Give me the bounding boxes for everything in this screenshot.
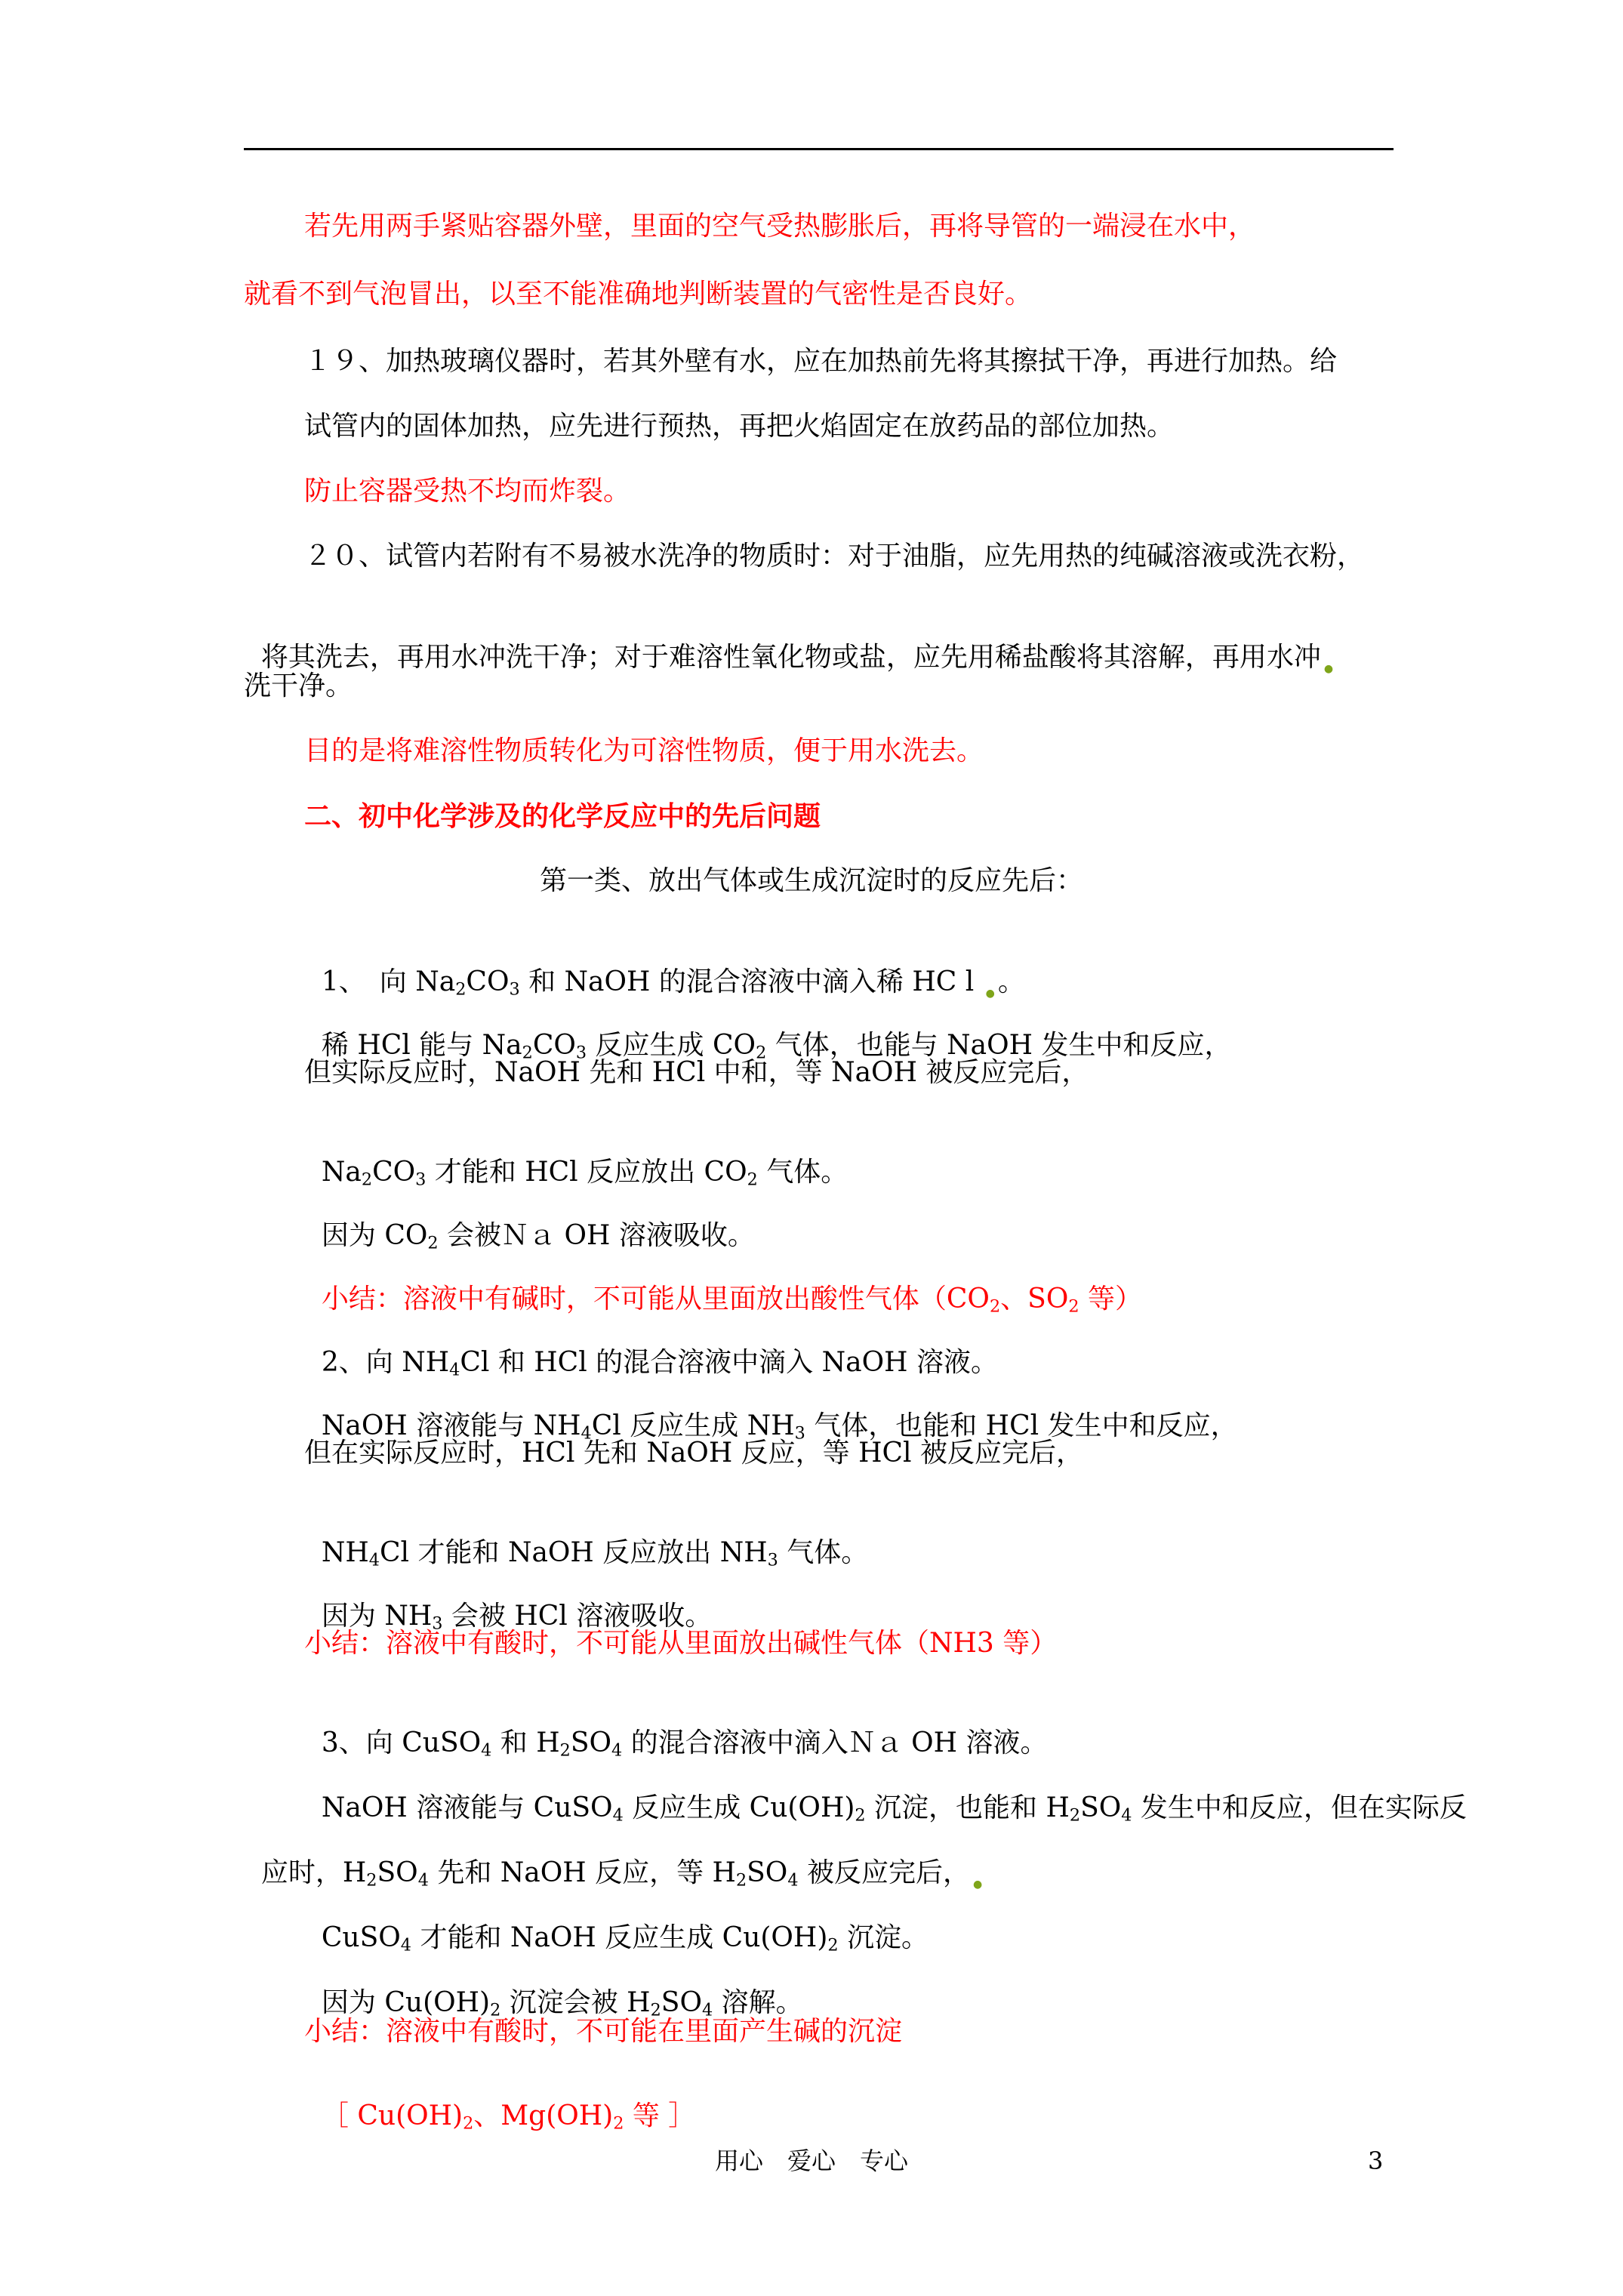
- text-run: 和 H: [491, 1727, 560, 1758]
- paragraph-line: [304, 1689, 1048, 1761]
- subscript: 2: [827, 1935, 839, 1955]
- text-run: 发生中和反应，但在实际反: [1132, 1792, 1467, 1823]
- paragraph-line: 但实际反应时，NaOH 先和 HCl 中和，等 NaOH 被反应完后，: [304, 1057, 1089, 1088]
- text-run: 和 NaOH 的混合溶液中滴入稀 HC l: [519, 966, 983, 997]
- text-run: 沉淀。: [838, 1922, 929, 1953]
- text-run: 因为 NH: [321, 1601, 433, 1632]
- text-run: 将其洗去，再用水冲洗干净；对于难溶性氧化物或盐，应先用稀盐酸将其溶解，再用水冲: [260, 642, 1321, 673]
- subscript: 2: [1069, 1805, 1081, 1826]
- subscript: 2: [490, 2000, 501, 2020]
- text-run: SO: [1080, 1792, 1122, 1823]
- subscript: 2: [455, 979, 467, 1000]
- paragraph-line: [304, 1499, 868, 1571]
- subscript: 2: [650, 2000, 661, 2020]
- subscript: 3: [794, 1423, 805, 1444]
- text-run: 应时，H: [260, 1857, 367, 1888]
- dot-mark-icon: ●: [1323, 663, 1334, 675]
- text-run: NaOH 溶液能与 CuSO: [321, 1792, 613, 1823]
- text-run: 被反应完后，: [798, 1857, 970, 1888]
- paragraph-line: 洗干净。: [244, 670, 353, 701]
- text-run: Cl 和 HCl 的混合溶液中滴入 NaOH 溶液。: [460, 1347, 998, 1378]
- text-run: 1、 向 Na: [321, 966, 456, 997]
- text-run: 2、向 NH: [321, 1347, 450, 1378]
- text-run: 反应生成 Cu(OH): [623, 1792, 855, 1823]
- subscript: 2: [613, 2113, 624, 2134]
- text-run: 稀 HCl 能与 Na: [321, 1030, 522, 1061]
- subsection-heading: 第一类、放出气体或生成沉淀时的反应先后：: [539, 865, 1083, 896]
- subscript: 3: [767, 1550, 778, 1570]
- text-run: CO: [466, 966, 510, 997]
- paragraph-line: 防止容器受热不均而炸裂。: [304, 476, 631, 507]
- summary-line: [304, 1245, 1142, 1318]
- subscript: 2: [855, 1805, 866, 1826]
- subscript: 3: [432, 1613, 443, 1634]
- subscript: 2: [756, 1043, 767, 1063]
- subscript: 2: [427, 1233, 439, 1253]
- text-run: SO: [570, 1727, 612, 1758]
- text-run: CuSO: [321, 1922, 401, 1953]
- subscript: 4: [368, 1550, 380, 1570]
- text-run: 的混合溶液中滴入Ｎａ OH 溶液。: [622, 1727, 1048, 1758]
- text-run: 气体。: [757, 1157, 848, 1188]
- paragraph-line: [304, 1754, 1467, 1826]
- paragraph-line: 目的是将难溶性物质转化为可溶性物质，便于用水洗去。: [304, 735, 984, 766]
- text-run: 沉淀会被 H: [500, 1987, 651, 2018]
- text-run: 。: [997, 966, 1025, 997]
- header-rule: [244, 148, 1394, 150]
- text-run: Cl 才能和 NaOH 反应放出 NH: [380, 1537, 768, 1568]
- subscript: 2: [747, 1170, 758, 1190]
- summary-line: 小结：溶液中有酸时，不可能在里面产生碱的沉淀: [304, 2016, 903, 2047]
- paragraph-line: [304, 1884, 929, 1956]
- text-run: 沉淀，也能和 H: [865, 1792, 1070, 1823]
- text-run: SO: [661, 1987, 702, 2018]
- paragraph-line: [244, 603, 1336, 681]
- subscript: 3: [509, 979, 520, 1000]
- text-run: 等 ］: [624, 2100, 696, 2131]
- paragraph-line: 试管内的固体加热，应先进行预热，再把火焰固定在放药品的部位加热。: [304, 411, 1175, 442]
- text-run: 气体。: [778, 1537, 869, 1568]
- subscript: 2: [989, 1296, 1001, 1317]
- subscript: 2: [1068, 1296, 1079, 1317]
- paragraph-line: ２０、试管内若附有不易被水洗净的物质时：对于油脂，应先用热的纯碱溶液或洗衣粉，: [304, 541, 1365, 572]
- paragraph-line: [304, 991, 1231, 1064]
- dot-mark-icon: ●: [972, 1878, 983, 1891]
- text-run: CO: [372, 1157, 416, 1188]
- paragraph-line: 若先用两手紧贴容器外壁，里面的空气受热膨胀后，再将导管的一端浸在水中，: [304, 211, 1256, 242]
- text-run: ［ Cu(OH): [321, 2100, 463, 2131]
- paragraph-line: [304, 1118, 848, 1191]
- text-run: 溶解。: [713, 1987, 803, 2018]
- summary-line: [304, 2062, 695, 2134]
- text-run: SO: [747, 1857, 788, 1888]
- text-run: 反应生成 CO: [587, 1030, 756, 1061]
- paragraph-line: [304, 1372, 1238, 1444]
- subscript: 4: [449, 1360, 460, 1380]
- text-run: NH: [321, 1537, 369, 1568]
- subscript: 2: [522, 1043, 533, 1063]
- subscript: 2: [366, 1870, 377, 1891]
- text-run: 、SO: [1000, 1284, 1069, 1314]
- text-run: Cl 反应生成 NH: [591, 1410, 795, 1441]
- subscript: 2: [361, 1170, 373, 1190]
- subscript: 4: [787, 1870, 799, 1891]
- summary-line: 小结：溶液中有酸时，不可能从里面放出碱性气体（NH3 等）: [304, 1628, 1058, 1659]
- paragraph-line: [304, 1308, 998, 1381]
- page-number: 3: [1368, 2147, 1384, 2175]
- section-heading: 二、初中化学涉及的化学反应中的先后问题: [304, 800, 821, 832]
- text-run: NaOH 溶液能与 NH: [321, 1410, 581, 1441]
- paragraph-line: １９、加热玻璃仪器时，若其外壁有水，应在加热前先将其擦拭干净，再进行加热。给: [304, 346, 1338, 377]
- subscript: 3: [575, 1043, 587, 1063]
- text-run: 因为 Cu(OH): [321, 1987, 491, 2018]
- text-run: 3、向 CuSO: [321, 1727, 482, 1758]
- footer-text: 用心 爱心 专心: [714, 2147, 908, 2175]
- text-run: 才能和 HCl 反应放出 CO: [426, 1157, 747, 1188]
- subscript: 4: [611, 1740, 623, 1761]
- text-run: 才能和 NaOH 反应生成 Cu(OH): [411, 1922, 828, 1953]
- subscript: 2: [735, 1870, 747, 1891]
- text-run: Na: [321, 1157, 362, 1188]
- text-run: 小结：溶液中有碱时，不可能从里面放出酸性气体（CO: [321, 1284, 990, 1314]
- text-run: 等）: [1079, 1284, 1142, 1314]
- text-run: 气体，也能与 NaOH 发生中和反应，: [766, 1030, 1232, 1061]
- text-run: CO: [532, 1030, 576, 1061]
- text-run: 先和 NaOH 反应，等 H: [428, 1857, 736, 1888]
- paragraph-line: [304, 1562, 712, 1635]
- paragraph-line: 就看不到气泡冒出，以至不能准确地判断装置的气密性是否良好。: [244, 279, 1033, 310]
- paragraph-line: 但在实际反应时，HCl 先和 NaOH 反应，等 HCl 被反应完后，: [304, 1438, 1083, 1469]
- dot-mark-icon: ●: [985, 988, 995, 1000]
- text-run: 、Mg(OH): [473, 2100, 614, 2131]
- subscript: 4: [417, 1870, 429, 1891]
- text-run: SO: [377, 1857, 418, 1888]
- paragraph-line: [304, 1182, 755, 1254]
- text-run: 气体，也能和 HCl 发生中和反应，: [805, 1410, 1238, 1441]
- subscript: 2: [463, 2113, 474, 2134]
- text-run: 因为 CO: [321, 1220, 428, 1251]
- subscript: 4: [612, 1805, 624, 1826]
- paragraph-line: [304, 1949, 803, 2021]
- text-run: 会被 HCl 溶液吸收。: [442, 1601, 713, 1632]
- subscript: 4: [701, 2000, 713, 2020]
- text-run: 会被Ｎａ OH 溶液吸收。: [438, 1220, 755, 1251]
- subscript: 4: [400, 1935, 411, 1955]
- subscript: 4: [1121, 1805, 1132, 1826]
- subscript: 2: [559, 1740, 571, 1761]
- subscript: 4: [581, 1423, 592, 1444]
- subscript: 4: [481, 1740, 492, 1761]
- subscript: 3: [415, 1170, 427, 1190]
